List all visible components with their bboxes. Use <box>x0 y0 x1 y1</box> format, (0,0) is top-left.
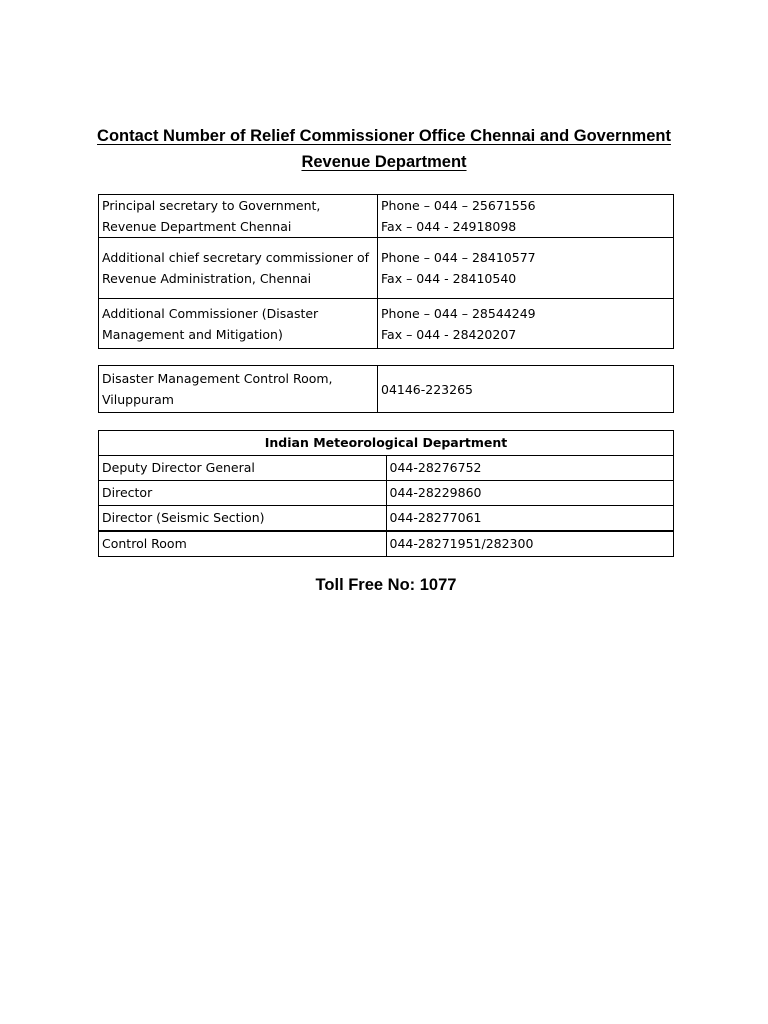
phone-cell: 044-28277061 <box>386 506 674 532</box>
table-row <box>99 366 674 413</box>
office-name-line: Principal secretary to Government, <box>102 198 321 213</box>
control-room-table <box>98 365 674 413</box>
phone-cell: 044-28271951/282300 <box>386 531 674 557</box>
table-row <box>99 195 674 238</box>
fax-text: Fax – 044 - 28420207 <box>381 326 517 342</box>
phone-text: Phone – 044 – 25671556 <box>381 198 536 213</box>
phone-text: Phone – 044 – 28544249 <box>381 305 536 321</box>
designation-cell: Deputy Director General <box>99 456 387 481</box>
toll-free-number: Toll Free No: 1077 <box>315 576 457 594</box>
designation-cell: Director <box>99 481 387 506</box>
fax-text: Fax – 044 - 24918098 <box>381 219 517 234</box>
contact-cell <box>378 195 674 238</box>
office-name-cell <box>99 366 378 413</box>
contact-cell <box>378 299 674 349</box>
contact-cell <box>378 238 674 299</box>
table-heading: Indian Meteorological Department <box>99 431 674 456</box>
table-row <box>99 299 674 349</box>
office-name-line: Revenue Administration, Chennai <box>102 271 312 286</box>
office-name-cell <box>99 195 378 238</box>
office-name-line: Additional Commissioner (Disaster <box>102 305 319 321</box>
office-name-line: Revenue Department Chennai <box>102 219 292 234</box>
designation-cell: Director (Seismic Section) <box>99 506 387 532</box>
page-subtitle: Revenue Department <box>301 153 467 171</box>
table-row <box>99 481 674 506</box>
page-title: Contact Number of Relief Commissioner Office Chennai and Government <box>97 127 671 145</box>
phone-cell: 044-28229860 <box>386 481 674 506</box>
table-row <box>99 506 674 532</box>
designation-cell: Control Room <box>99 531 387 557</box>
office-name-line: Management and Mitigation) <box>102 326 283 342</box>
office-name-line: Viluppuram <box>102 392 174 407</box>
phone-cell: 044-28276752 <box>386 456 674 481</box>
phone-cell: 04146-223265 <box>378 366 674 413</box>
office-name-cell <box>99 238 378 299</box>
meteorological-department-table <box>98 430 674 557</box>
relief-commissioner-contacts-table <box>98 194 674 349</box>
office-name-cell <box>99 299 378 349</box>
table-heading-row <box>99 431 674 456</box>
phone-text: Phone – 044 – 28410577 <box>381 250 536 265</box>
office-name-line: Disaster Management Control Room, <box>102 371 333 386</box>
table-row <box>99 238 674 299</box>
table-row <box>99 456 674 481</box>
table-row <box>99 531 674 557</box>
fax-text: Fax – 044 - 28410540 <box>381 271 517 286</box>
office-name-line: Additional chief secretary commissioner of <box>102 250 370 265</box>
